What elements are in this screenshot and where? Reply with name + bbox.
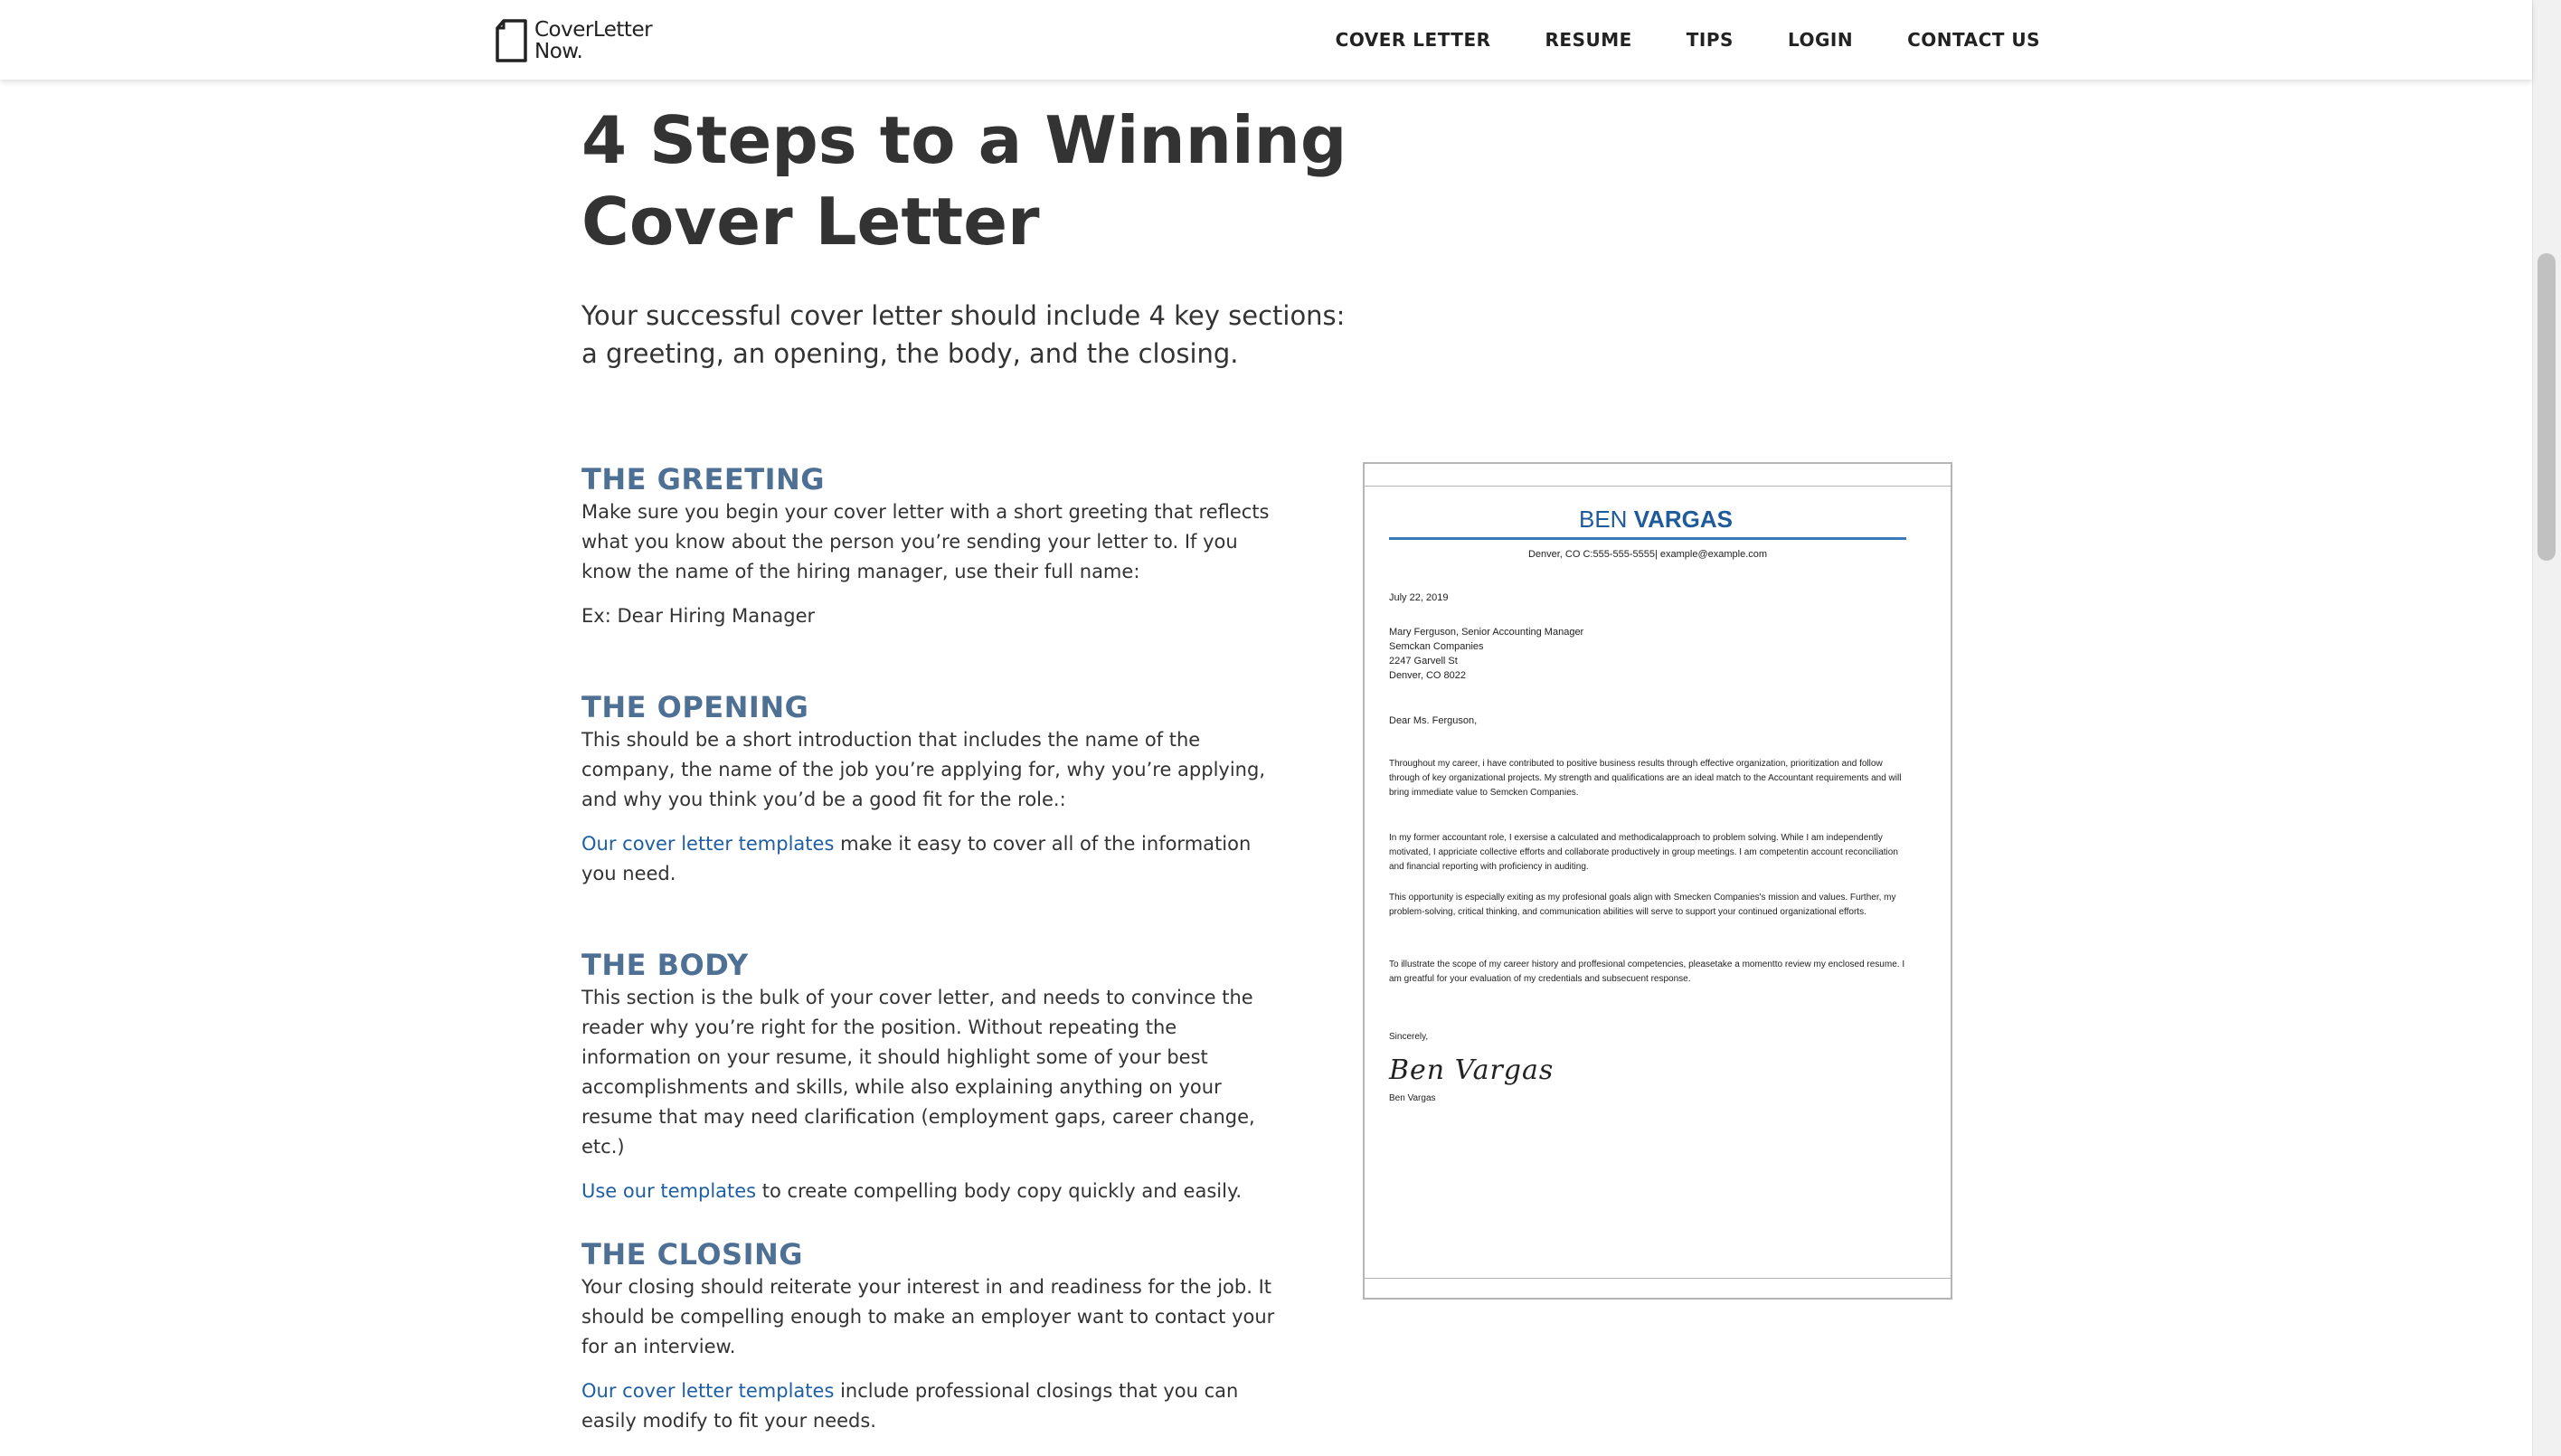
opening-heading: THE OPENING: [581, 690, 809, 724]
closing-templates-link[interactable]: Our cover letter templates: [581, 1380, 835, 1402]
closing-heading: THE CLOSING: [581, 1237, 804, 1272]
section-closing: [581, 1236, 1287, 1451]
preview-address-line: Mary Ferguson, Senior Accounting Manager: [1389, 627, 1584, 638]
preview-signed-name: Ben Vargas: [1389, 1093, 1436, 1103]
preview-paragraph: In my former accountant role, I exersise a calculated and methodicalapproach to problem solving. While I am independently motivated, I appriciate collective efforts and collaborate productively in group meetings. I am competentin account reconciliation and financial reporting with proficiency in auditing.: [1389, 833, 1898, 872]
nav-contact-us[interactable]: CONTACT US: [1907, 29, 2040, 51]
scrollbar-track[interactable]: [2532, 0, 2561, 1456]
section-body: [581, 947, 1287, 1221]
body-link-paragraph: [581, 1177, 1287, 1206]
preview-first-name: BEN: [1578, 506, 1628, 533]
preview-date: July 22, 2019: [1389, 592, 1449, 603]
cover-letter-preview: [1363, 462, 1952, 1300]
preview-bottom-border: [1365, 1278, 1951, 1279]
nav-tips[interactable]: TIPS: [1686, 29, 1734, 51]
site-header: [0, 0, 2532, 80]
greeting-text: Make sure you begin your cover letter with a short greeting that reflects what you know about the person you’re sending your letter to. If you know the name of the hiring manager, use their full name:: [581, 501, 1270, 582]
document-logo-icon: [493, 18, 529, 63]
preview-document: [1389, 505, 1923, 1103]
logo-line-2: Now.: [534, 40, 583, 63]
greeting-heading: THE GREETING: [581, 462, 826, 496]
closing-link-rest: include professional closings that you can easily modify to fit your needs.: [581, 1380, 1239, 1432]
logo-text: [534, 19, 652, 62]
preview-address-line: 2247 Garvell St: [1389, 656, 1458, 667]
logo-line-1: CoverLetter: [534, 18, 653, 42]
main-nav: [1281, 0, 2040, 80]
preview-contact: Denver, CO C:555-555-5555| example@example.com: [1527, 549, 1768, 560]
nav-resume[interactable]: RESUME: [1545, 29, 1632, 51]
page-title: 4 Steps to a Winning Cover Letter: [581, 102, 1347, 260]
preview-address-line: Semckan Companies: [1389, 641, 1484, 652]
cover-letter-templates-link[interactable]: Our cover letter templates: [581, 833, 835, 855]
preview-paragraph: Throughout my career, i have contributed to positive business results through effective organization, prioritization and follow through of key organizational projects. My strength and qualifications are an ideal match to the Accountant requirements and will bring immediate value to Semcken Companies.: [1389, 759, 1902, 798]
preview-address-line: Denver, CO 8022: [1389, 670, 1466, 681]
section-greeting: [581, 461, 1287, 646]
greeting-example: Ex: Dear Hiring Manager: [581, 605, 816, 627]
nav-cover-letter[interactable]: COVER LETTER: [1335, 29, 1491, 51]
opening-link-paragraph: [581, 829, 1287, 889]
preview-paragraph: This opportunity is especially exiting as my profesional goals align with Smecken Companies's mission and values. Further, my problem-solving, critical thinking, and communication abilities will serve to support your continued organizational efforts.: [1389, 893, 1896, 917]
preview-name-rule: [1389, 537, 1906, 540]
body-link-rest: to create compelling body copy quickly and easily.: [756, 1180, 1243, 1202]
preview-sincerely: Sincerely,: [1389, 1032, 1429, 1042]
preview-signature: Ben Vargas: [1389, 1054, 1555, 1086]
preview-name: [1389, 505, 1923, 534]
site-logo[interactable]: [493, 18, 652, 63]
scrollbar-thumb[interactable]: [2537, 253, 2556, 561]
nav-login[interactable]: LOGIN: [1787, 29, 1854, 51]
closing-link-paragraph: [581, 1376, 1287, 1436]
intro-text: Your successful cover letter should include 4 key sections: a greeting, an opening, the body, and the closing.: [581, 300, 1346, 369]
preview-last-name: VARGAS: [1633, 506, 1733, 533]
body-text: This section is the bulk of your cover letter, and needs to convince the reader why you’re right for the position. Without repeating the information on your resume, it should highlight some of your best accomplishments and skills, while also explaining anything on your resume that may need clarification (employment gaps, career change, etc.): [581, 987, 1255, 1158]
preview-paragraph: To illustrate the scope of my career history and proffesional competencies, pleasetake a momentto review my enclosed resume. I am greatful for your evaluation of my credentials and subsecuent response.: [1389, 960, 1905, 984]
use-our-templates-link[interactable]: Use our templates: [581, 1180, 757, 1202]
opening-link-rest: make it easy to cover all of the information you need.: [581, 833, 1252, 884]
section-opening: [581, 689, 1287, 903]
preview-address: [1389, 625, 1923, 683]
preview-salutation: Dear Ms. Ferguson,: [1389, 715, 1478, 726]
body-heading: THE BODY: [581, 948, 749, 982]
opening-text: This should be a short introduction that includes the name of the company, the name of the job you’re applying for, why you’re applying, and why you think you’d be a good fit for the role.:: [581, 729, 1265, 810]
preview-top-border: [1365, 486, 1951, 487]
closing-text: Your closing should reiterate your interest in and readiness for the job. It should be compelling enough to make an employer want to contact your for an interview.: [581, 1276, 1275, 1357]
